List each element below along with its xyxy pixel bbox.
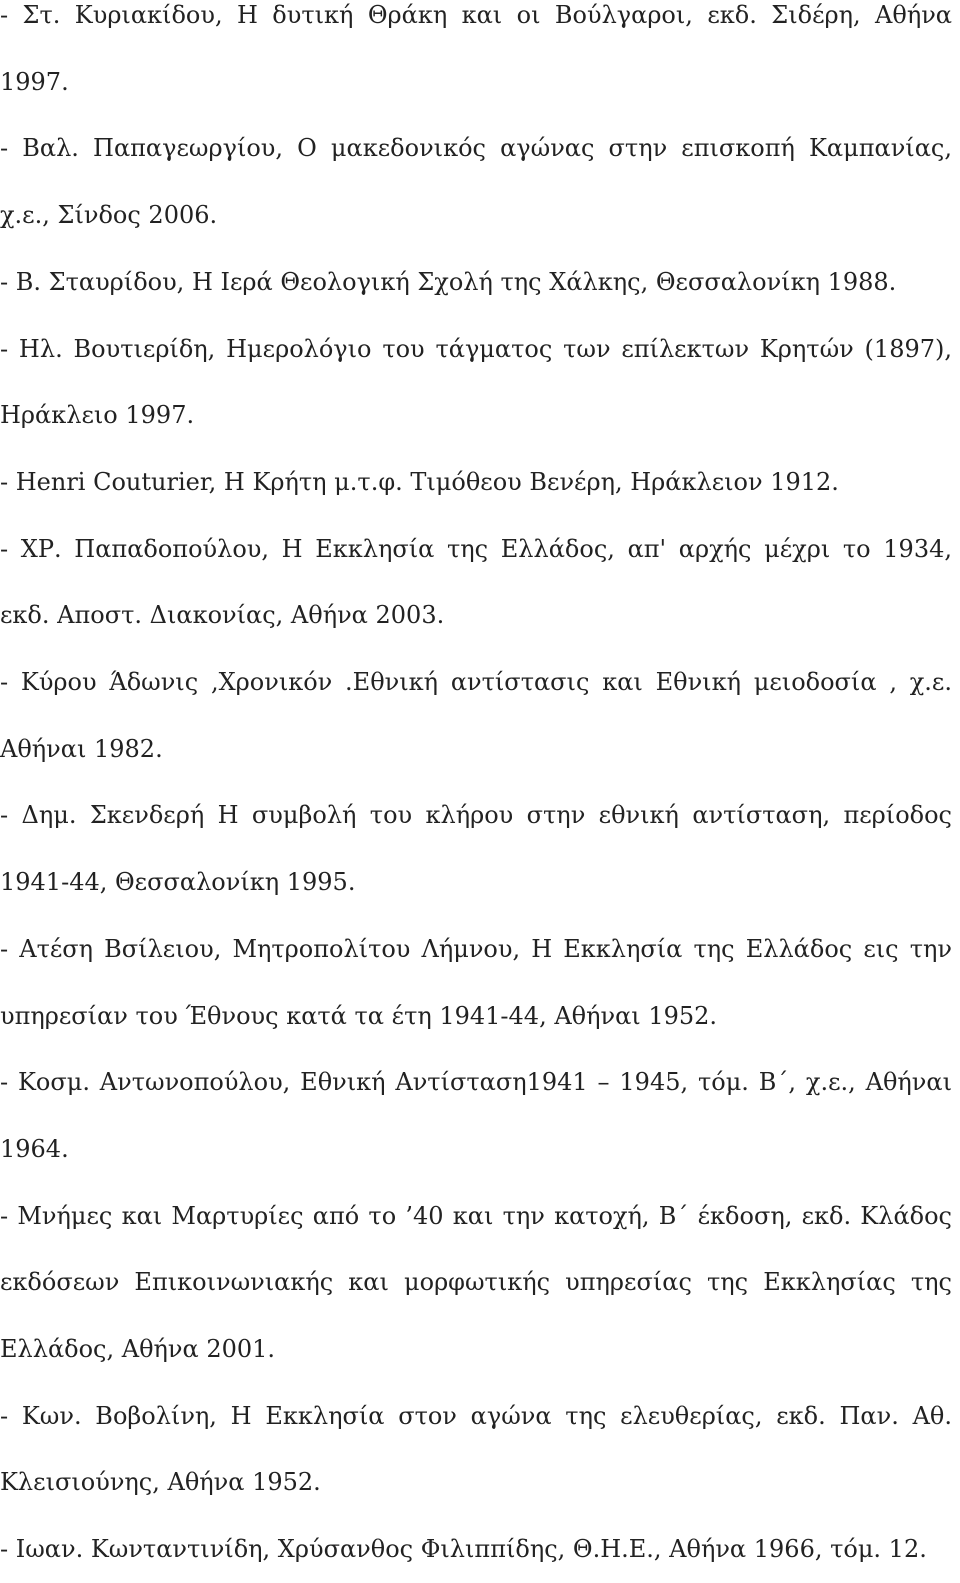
bibliography-entry: - Κοσμ. Αντωνοπούλου, Εθνική Αντίσταση1941 – 1945, τόμ. Β΄, χ.ε., Αθήναι 1964. (0, 1068, 952, 1163)
bibliography-entry: - Β. Σταυρίδου, Η Ιερά Θεολογική Σχολή της Χάλκης, Θεσσαλονίκη 1988. (0, 267, 897, 296)
bibliography-entry: - Δημ. Σκενδερή Η συμβολή του κλήρου στην εθνική αντίσταση, περίοδος 1941-44, Θεσσαλονίκη 1995. (0, 801, 952, 897)
bibliography-entry: - Μνήμες και Μαρτυρίες από το ’40 και την κατοχή, Β΄ έκδοση, εκδ. Κλάδος εκδόσεων Επικοινωνιακής και μορφωτικής υπηρεσίας της Εκκλησίας της Ελλάδος, Αθήνα 2001. (0, 1201, 952, 1364)
bibliography-entry: - ΧΡ. Παπαδοπούλου, Η Εκκλησία της Ελλάδος, απ' αρχής μέχρι το 1934, εκδ. Αποστ. Διακονίας, Αθήνα 2003. (0, 534, 952, 630)
bibliography-entry: - Κύρου Άδωνις ,Χρονικόν .Εθνική αντίστασις και Εθνική μειοδοσία , χ.ε. Αθήναι 1982. (0, 668, 952, 763)
bibliography-entry: - Βαλ. Παπαγεωργίου, Ο μακεδονικός αγώνας στην επισκοπή Καμπανίας, χ.ε., Σίνδος 2006. (0, 134, 952, 230)
bibliography-entry: - Στ. Κυριακίδου, Η δυτική Θράκη και οι Βούλγαροι, εκδ. Σιδέρη, Αθήνα 1997. (0, 1, 952, 96)
bibliography-entry: - Ατέση Βσίλειου, Μητροπολίτου Λήμνου, Η Εκκλησία της Ελλάδος εις την υπηρεσίαν του Έθνους κατά τα έτη 1941-44, Αθήναι 1952. (0, 934, 952, 1030)
bibliography-entry: - Κων. Βοβολίνη, Η Εκκλησία στον αγώνα της ελευθερίας, εκδ. Παν. Αθ. Κλεισιούνης, Αθήνα 1952. (0, 1401, 952, 1497)
bibliography-entry: - Ηλ. Βουτιερίδη, Ημερολόγιο του τάγματος των επίλεκτων Κρητών (1897), Ηράκλειο 1997. (0, 334, 952, 430)
bibliography-entry: - Henri Couturier, Η Κρήτη μ.τ.φ. Τιμόθεου Βενέρη, Ηράκλειον 1912. (0, 467, 839, 496)
bibliography-entry: - Ιωαν. Κωνταντινίδη, Χρύσανθος Φιλιππίδης, Θ.Η.Ε., Αθήνα 1966, τόμ. 12. (0, 1535, 927, 1564)
